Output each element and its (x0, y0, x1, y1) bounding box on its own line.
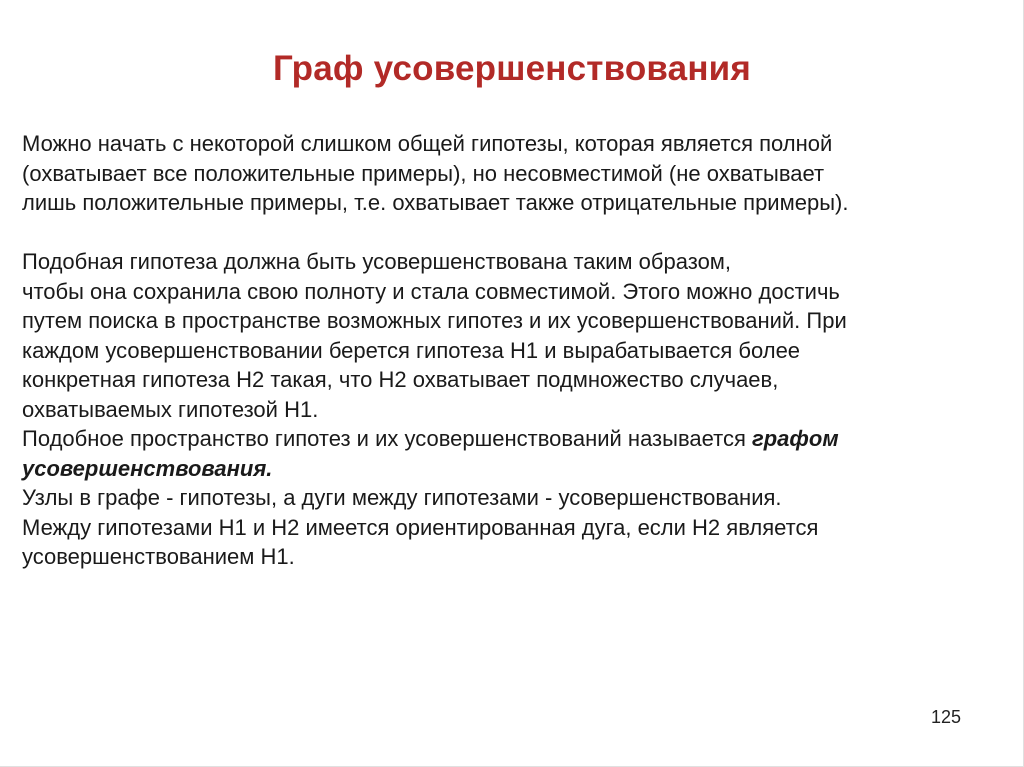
text-line: охватываемых гипотезой H1. (22, 396, 319, 422)
text-line: Узлы в графе - гипотезы, а дуги между гипотезами - усовершенствования. (22, 485, 782, 510)
paragraph-spacer (22, 218, 1012, 248)
page-number: 125 (931, 707, 962, 727)
text-line: путем поиска в пространстве возможных гипотез и их усовершенствований. При (22, 308, 847, 333)
text-line: Подобная гипотеза должна быть усовершенствована таким образом, (22, 249, 732, 274)
text-line: (охватывает все положительные примеры), но несовместимой (не охватывает (22, 160, 825, 186)
text-line: усовершенствованием H1. (22, 544, 295, 569)
text-line: конкретная гипотеза H2 такая, что H2 охватывает подмножество случаев, (22, 367, 779, 392)
text-line: Между гипотезами H1 и H2 имеется ориентированная дуга, если H2 является (22, 514, 819, 540)
text-line: Можно начать с некоторой слишком общей гипотезы, которая является полной (22, 131, 833, 156)
text-line: каждом усовершенствовании берется гипотеза H1 и вырабатывается более (22, 337, 801, 363)
defined-term: усовершенствования. (22, 455, 273, 481)
paragraph-4 (22, 483, 1012, 572)
text-line: чтобы она сохранила свою полноту и стала совместимой. Этого можно достичь (22, 278, 840, 304)
slide-body (22, 129, 1012, 572)
paragraph-1 (22, 129, 1012, 218)
text-line: лишь положительные примеры, т.е. охватывает также отрицательные примеры). (22, 190, 849, 215)
slide-title: Граф усовершенствования (272, 49, 752, 88)
text-line (22, 424, 1012, 454)
text-fragment: Подобное пространство гипотез и их усовершенствований называется (22, 426, 752, 451)
defined-term: графом (752, 426, 839, 451)
paragraph-3 (22, 424, 1012, 483)
paragraph-2 (22, 247, 1012, 424)
